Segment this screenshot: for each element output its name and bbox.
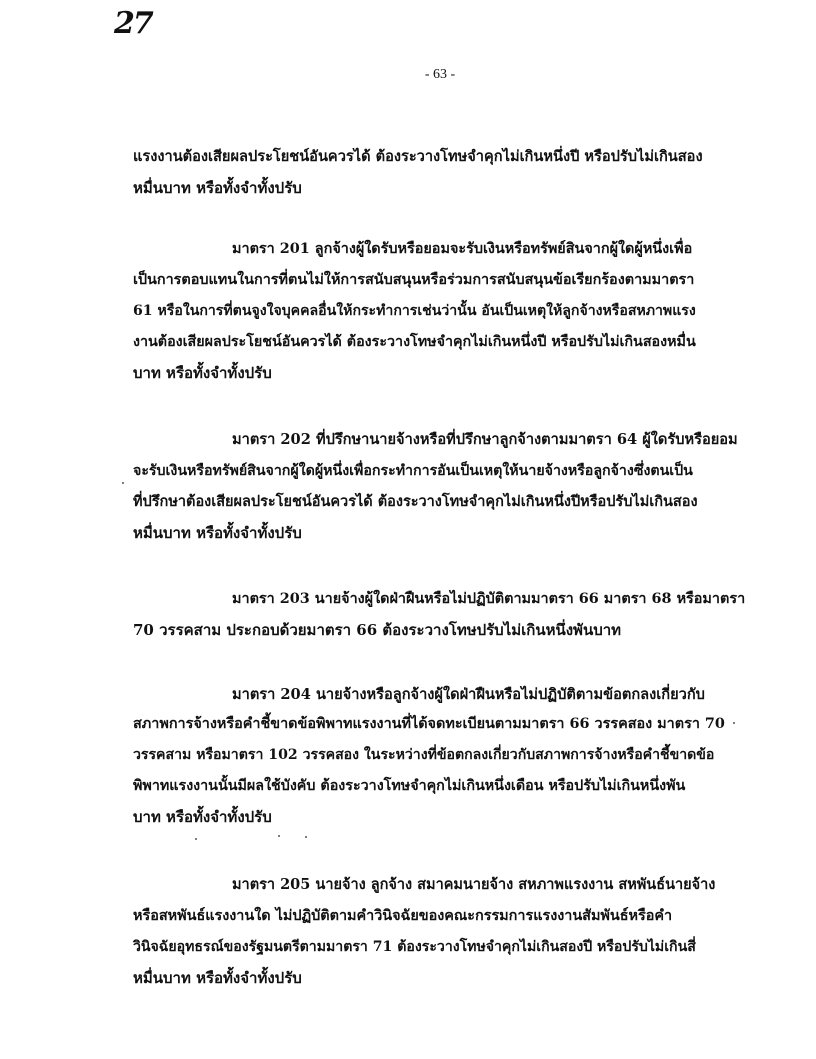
section-201-line: บาท หรือทั้งจำทั้งปรับ: [133, 364, 272, 382]
section-205-line: หรือสหพันธ์แรงงานใด ไม่ปฏิบัติตามคำวินิจฉัยของคณะกรรมการแรงงานสัมพันธ์หรือคำ: [133, 907, 673, 924]
paragraph-line: แรงงานต้องเสียผลประโยชน์อันควรได้ ต้องระวางโทษจำคุกไม่เกินหนึ่งปี หรือปรับไม่เกินสอง: [133, 148, 703, 165]
section-205-line: หมื่นบาท หรือทั้งจำทั้งปรับ: [133, 969, 302, 987]
section-204-line: วรรคสาม หรือมาตรา 102 วรรคสอง ในระหว่างที่ข้อตกลงเกี่ยวกับสภาพการจ้างหรือคำชี้ขาดข้อ: [133, 747, 715, 763]
section-202-line: จะรับเงินหรือทรัพย์สินจากผู้ใดผู้หนึ่งเพื่อกระทำการอันเป็นเหตุให้นายจ้างหรือลูกจ้างซึ่งตนเป็น: [133, 463, 693, 479]
scan-speck: [278, 835, 280, 837]
section-204-line: พิพาทแรงงานนั้นมีผลใช้บังคับ ต้องระวางโทษจำคุกไม่เกินหนึ่งเดือน หรือปรับไม่เกินหนึ่งพัน: [133, 778, 686, 794]
section-203-line: มาตรา 203 นายจ้างผู้ใดฝ่าฝืนหรือไม่ปฏิบัติตามมาตรา 66 มาตรา 68 หรือมาตรา: [232, 590, 746, 607]
section-201-line: 61 หรือในการที่ตนจูงใจบุคคลอื่นให้กระทำการเช่นว่านั้น อันเป็นเหตุให้ลูกจ้างหรือสหภาพแรง: [133, 303, 696, 319]
scan-speck: [305, 836, 307, 838]
section-202-line: หมื่นบาท หรือทั้งจำทั้งปรับ: [133, 524, 302, 542]
section-205-line: วินิจฉัยอุทธรณ์ของรัฐมนตรีตามมาตรา 71 ต้องระวางโทษจำคุกไม่เกินสองปี หรือปรับไม่เกินสี่: [133, 939, 696, 955]
scan-speck: [195, 838, 197, 840]
section-204-line: สภาพการจ้างหรือคำชี้ขาดข้อพิพาทแรงงานที่ได้จดทะเบียนตามมาตรา 66 วรรคสอง มาตรา 70: [133, 715, 725, 732]
scan-speck: [733, 722, 735, 724]
paragraph-line: หมื่นบาท หรือทั้งจำทั้งปรับ: [133, 179, 302, 197]
section-205-line: มาตรา 205 นายจ้าง ลูกจ้าง สมาคมนายจ้าง สหภาพแรงงาน สหพันธ์นายจ้าง: [232, 876, 716, 893]
section-201-line: งานต้องเสียผลประโยชน์อันควรได้ ต้องระวางโทษจำคุกไม่เกินหนึ่งปี หรือปรับไม่เกินสองหมื่น: [133, 334, 696, 350]
scan-speck: [122, 482, 124, 484]
handwritten-page-stamp: 27: [114, 6, 152, 41]
section-203-line: 70 วรรคสาม ประกอบด้วยมาตรา 66 ต้องระวางโทษปรับไม่เกินหนึ่งพันบาท: [133, 621, 622, 639]
page-number: - 63 -: [424, 67, 456, 82]
section-202-line: มาตรา 202 ที่ปรึกษานายจ้างหรือที่ปรึกษาลูกจ้างตามมาตรา 64 ผู้ใดรับหรือยอม: [232, 431, 738, 448]
section-202-line: ที่ปรึกษาต้องเสียผลประโยชน์อันควรได้ ต้องระวางโทษจำคุกไม่เกินหนึ่งปีหรือปรับไม่เกินสอง: [133, 493, 698, 510]
section-204-line: มาตรา 204 นายจ้างหรือลูกจ้างผู้ใดฝ่าฝืนหรือไม่ปฏิบัติตามข้อตกลงเกี่ยวกับ: [232, 686, 705, 703]
section-201-line: เป็นการตอบแทนในการที่ตนไม่ให้การสนับสนุนหรือร่วมการสนับสนุนข้อเรียกร้องตามมาตรา: [133, 271, 695, 288]
section-204-line: บาท หรือทั้งจำทั้งปรับ: [133, 808, 272, 826]
section-201-line: มาตรา 201 ลูกจ้างผู้ใดรับหรือยอมจะรับเงินหรือทรัพย์สินจากผู้ใดผู้หนึ่งเพื่อ: [232, 240, 693, 257]
